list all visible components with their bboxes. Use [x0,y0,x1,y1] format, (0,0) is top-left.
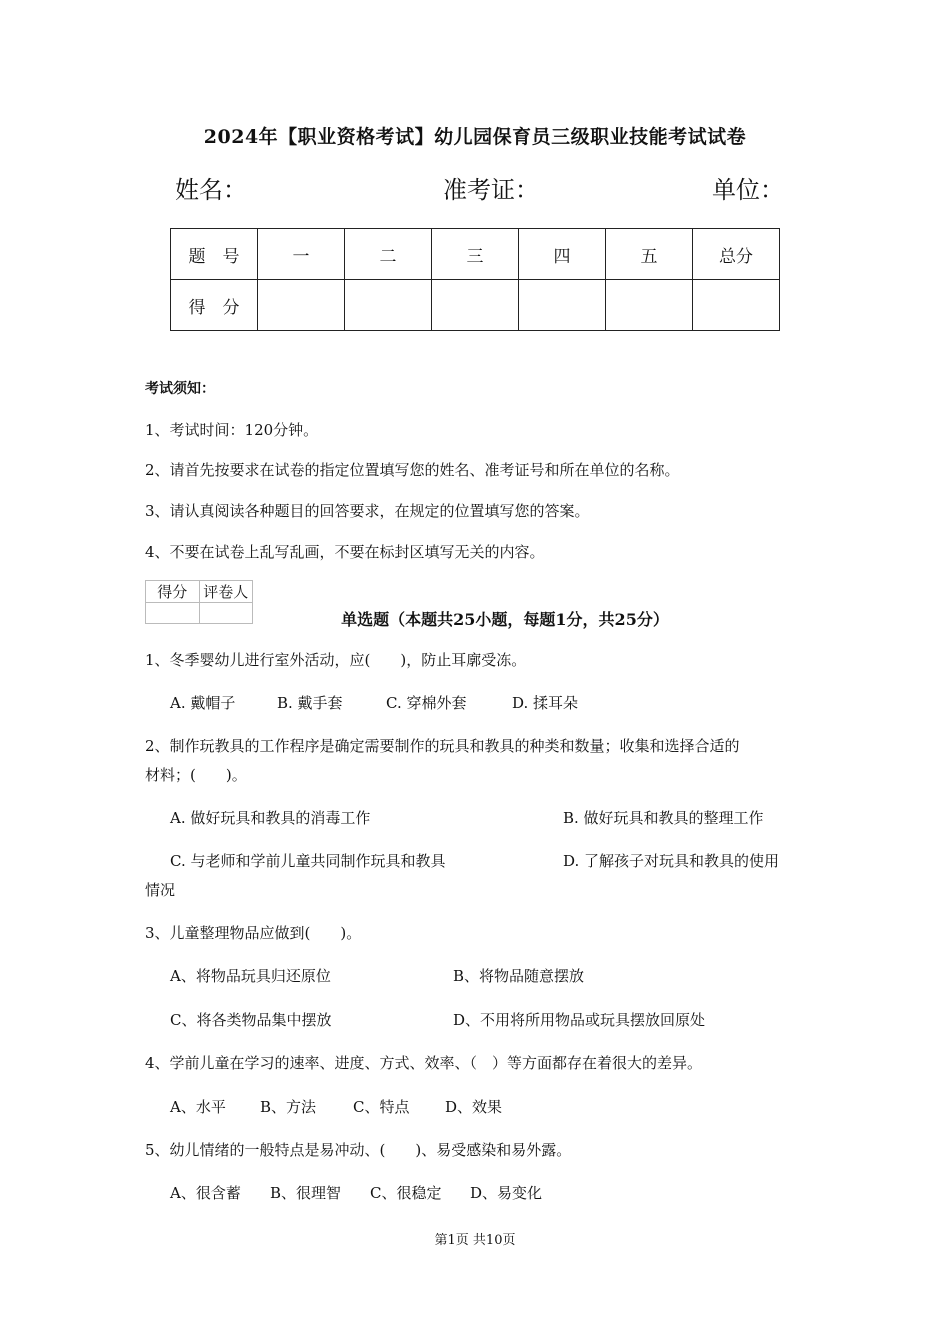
score-cell [258,280,345,331]
section-title: 单选题（本题共25小题，每题1分，共25分） [341,610,669,629]
grader-score-label: 得分 [146,581,200,603]
score-header-cell: 一 [258,229,345,280]
question-option: C. 穿棉外套 [386,694,467,712]
question-option-continued: 情况 [145,881,176,899]
score-header-cell: 五 [606,229,693,280]
score-table-header-row [171,229,780,280]
notice-item: 3、请认真阅读各种题目的回答要求，在规定的位置填写您的答案。 [145,502,590,520]
unit-label: 单位： [712,176,784,204]
question-option: B、将物品随意摆放 [453,967,585,985]
question-option: A、将物品玩具归还原位 [170,967,331,985]
question-option: B. 做好玩具和教具的整理工作 [563,809,764,827]
question-option: A. 做好玩具和教具的消毒工作 [170,809,371,827]
notice-heading: 考试须知： [145,381,215,397]
score-header-cell: 二 [345,229,432,280]
exam-number-label: 准考证： [443,176,539,204]
score-cell [693,280,780,331]
question-option: D、效果 [445,1098,503,1116]
score-header-cell: 四 [519,229,606,280]
question-option: B、方法 [260,1098,317,1116]
score-row-label: 得 分 [171,280,258,331]
question-option: D. 揉耳朵 [512,694,579,712]
score-cell [519,280,606,331]
question-option: D. 了解孩子对玩具和教具的使用 [563,852,780,870]
notice-item: 2、请首先按要求在试卷的指定位置填写您的姓名、准考证号和所在单位的名称。 [145,461,680,479]
score-cell [606,280,693,331]
score-cell [432,280,519,331]
notice-item: 4、不要在试卷上乱写乱画，不要在标封区填写无关的内容。 [145,543,545,561]
name-label: 姓名： [175,176,247,204]
score-cell [345,280,432,331]
page-footer: 第1页 共10页 [434,1233,516,1248]
page-title: 2024年【职业资格考试】幼儿园保育员三级职业技能考试试卷 [203,126,747,148]
score-header-cell: 三 [432,229,519,280]
question-option: B. 戴手套 [277,694,343,712]
question-stem-continued: 材料；( )。 [145,766,247,784]
notice-item: 1、考试时间：120分钟。 [145,421,319,439]
score-table [170,228,780,331]
question-stem: 5、幼儿情绪的一般特点是易冲动、( )、易受感染和易外露。 [145,1141,572,1159]
grader-reviewer-label: 评卷人 [199,581,253,603]
question-option: D、不用将所用物品或玩具摆放回原处 [453,1011,706,1029]
question-stem: 2、制作玩教具的工作程序是确定需要制作的玩具和教具的种类和数量；收集和选择合适的 [145,737,740,755]
question-option: B、很理智 [270,1184,342,1202]
question-option: A. 戴帽子 [170,694,236,712]
question-stem: 3、儿童整理物品应做到( )。 [145,924,362,942]
question-option: C、将各类物品集中摆放 [170,1011,332,1029]
score-header-cell: 总分 [693,229,780,280]
score-table-score-row [171,280,780,331]
score-header-cell: 题 号 [171,229,258,280]
question-option: C、很稳定 [370,1184,442,1202]
question-option: A、很含蓄 [170,1184,241,1202]
question-option: C、特点 [353,1098,410,1116]
question-option: C. 与老师和学前儿童共同制作玩具和教具 [170,852,446,870]
question-stem: 4、学前儿童在学习的速率、进度、方式、效率、（ ）等方面都存在着很大的差异。 [145,1054,703,1072]
question-option: A、水平 [170,1098,226,1116]
question-stem: 1、冬季婴幼儿进行室外活动，应( )，防止耳廓受冻。 [145,651,527,669]
question-option: D、易变化 [470,1184,543,1202]
